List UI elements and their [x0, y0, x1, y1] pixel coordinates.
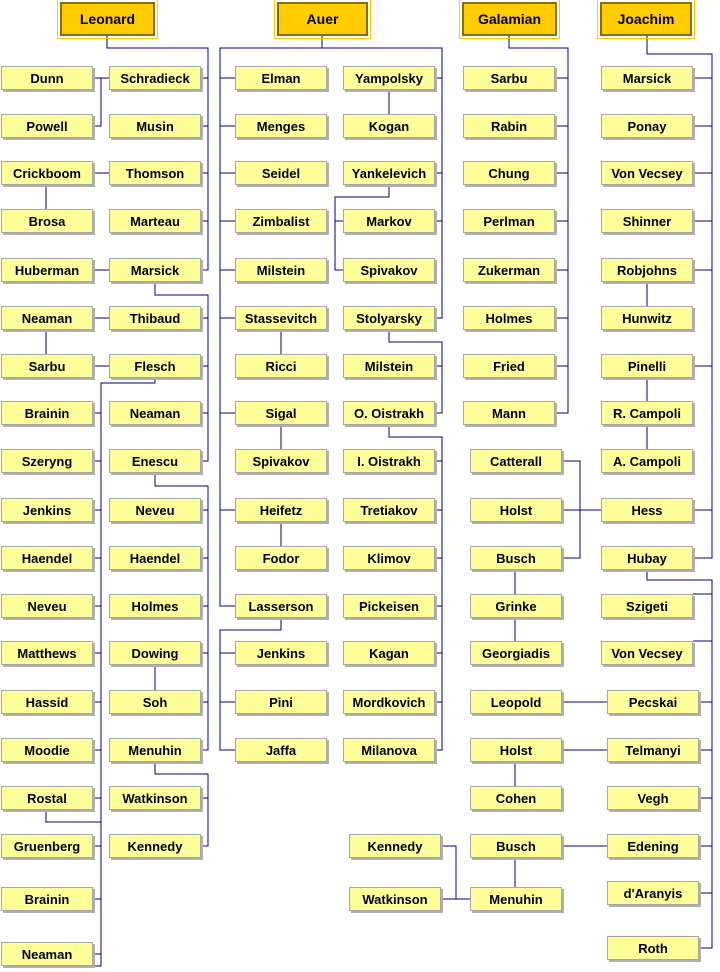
person-node-auer-l-3[interactable]: Zimbalist [235, 209, 327, 233]
person-node-galamian-0[interactable]: Sarbu [463, 66, 555, 90]
person-node-leonard-r-0[interactable]: Schradieck [109, 66, 201, 90]
person-node-leonard-l-4[interactable]: Huberman [1, 258, 93, 282]
person-node-galamian-lower-5[interactable]: Leopold [470, 690, 562, 714]
person-node-leonard-r-11[interactable]: Holmes [109, 594, 201, 618]
person-node-galamian-3[interactable]: Perlman [463, 209, 555, 233]
person-node-leonard-l-6[interactable]: Sarbu [1, 354, 93, 378]
person-node-leonard-r-3[interactable]: Marteau [109, 209, 201, 233]
person-node-joachim-18[interactable]: Roth [607, 936, 699, 960]
person-node-leonard-r-5[interactable]: Thibaud [109, 306, 201, 330]
person-node-galamian-lower-7[interactable]: Cohen [470, 786, 562, 810]
person-node-joachim-16[interactable]: Edening [607, 834, 699, 858]
person-node-auer-l-8[interactable]: Spivakov [235, 449, 327, 473]
person-node-galamian-lower-0[interactable]: Catterall [470, 449, 562, 473]
person-node-leonard-l-10[interactable]: Haendel [1, 546, 93, 570]
root-galamian[interactable]: Galamian [462, 2, 557, 36]
person-node-leonard-r-9[interactable]: Neveu [109, 498, 201, 522]
person-node-joachim-1[interactable]: Ponay [601, 114, 693, 138]
root-joachim[interactable]: Joachim [600, 2, 692, 36]
person-node-leonard-l-5[interactable]: Neaman [1, 306, 93, 330]
person-node-leonard-r-16[interactable]: Kennedy [109, 834, 201, 858]
person-node-joachim-15[interactable]: Vegh [607, 786, 699, 810]
person-node-auer-r-10[interactable]: Klimov [343, 546, 435, 570]
person-node-joachim-10[interactable]: Hubay [601, 546, 693, 570]
person-node-galamian-4[interactable]: Zukerman [463, 258, 555, 282]
person-node-auer-l-6[interactable]: Ricci [235, 354, 327, 378]
person-node-leonard-r-7[interactable]: Neaman [109, 401, 201, 425]
person-node-auer-r-8[interactable]: I. Oistrakh [343, 449, 435, 473]
person-node-auer-l-7[interactable]: Sigal [235, 401, 327, 425]
person-node-galamian-lower-9[interactable]: Busch [470, 834, 562, 858]
person-node-leonard-r-15[interactable]: Watkinson [109, 786, 201, 810]
person-node-joachim-17[interactable]: d'Aranyis [607, 881, 699, 905]
person-node-galamian-lower-10[interactable]: Watkinson [349, 887, 441, 911]
person-node-joachim-6[interactable]: Pinelli [601, 354, 693, 378]
person-node-leonard-r-2[interactable]: Thomson [109, 161, 201, 185]
person-node-joachim-0[interactable]: Marsick [601, 66, 693, 90]
person-node-auer-r-14[interactable]: Milanova [343, 738, 435, 762]
person-node-leonard-l-16[interactable]: Gruenberg [1, 834, 93, 858]
person-node-auer-l-9[interactable]: Heifetz [235, 498, 327, 522]
person-node-leonard-r-6[interactable]: Flesch [109, 354, 201, 378]
person-node-auer-l-14[interactable]: Jaffa [235, 738, 327, 762]
person-node-auer-l-2[interactable]: Seidel [235, 161, 327, 185]
person-node-joachim-12[interactable]: Von Vecsey [601, 641, 693, 665]
person-node-joachim-2[interactable]: Von Vecsey [601, 161, 693, 185]
person-node-leonard-r-12[interactable]: Dowing [109, 641, 201, 665]
person-node-joachim-4[interactable]: Robjohns [601, 258, 693, 282]
person-node-auer-r-3[interactable]: Markov [343, 209, 435, 233]
person-node-auer-r-5[interactable]: Stolyarsky [343, 306, 435, 330]
person-node-auer-r-2[interactable]: Yankelevich [343, 161, 435, 185]
connector-line-68 [220, 618, 281, 750]
person-node-galamian-1[interactable]: Rabin [463, 114, 555, 138]
person-node-auer-l-0[interactable]: Elman [235, 66, 327, 90]
person-node-leonard-l-17[interactable]: Brainin [1, 887, 93, 911]
person-node-auer-r-13[interactable]: Mordkovich [343, 690, 435, 714]
root-leonard[interactable]: Leonard [60, 2, 155, 36]
person-node-auer-r-4[interactable]: Spivakov [343, 258, 435, 282]
person-node-galamian-lower-11[interactable]: Menuhin [470, 887, 562, 911]
person-node-leonard-l-8[interactable]: Szeryng [1, 449, 93, 473]
person-node-joachim-3[interactable]: Shinner [601, 209, 693, 233]
person-node-auer-l-10[interactable]: Fodor [235, 546, 327, 570]
person-node-galamian-lower-2[interactable]: Busch [470, 546, 562, 570]
person-node-leonard-r-8[interactable]: Enescu [109, 449, 201, 473]
person-node-auer-r-1[interactable]: Kogan [343, 114, 435, 138]
person-node-auer-r-12[interactable]: Kagan [343, 641, 435, 665]
person-node-auer-l-4[interactable]: Milstein [235, 258, 327, 282]
person-node-auer-l-13[interactable]: Pini [235, 690, 327, 714]
person-node-auer-l-11[interactable]: Lasserson [235, 594, 327, 618]
person-node-leonard-l-9[interactable]: Jenkins [1, 498, 93, 522]
person-node-leonard-r-10[interactable]: Haendel [109, 546, 201, 570]
connector-line-37 [46, 810, 101, 954]
person-node-joachim-11[interactable]: Szigeti [601, 594, 693, 618]
person-node-auer-r-6[interactable]: Milstein [343, 354, 435, 378]
root-auer[interactable]: Auer [277, 2, 368, 36]
person-node-joachim-13[interactable]: Pecskai [607, 690, 699, 714]
connector-line-88 [441, 846, 470, 899]
person-node-joachim-7[interactable]: R. Campoli [601, 401, 693, 425]
person-node-galamian-6[interactable]: Fried [463, 354, 555, 378]
person-node-leonard-l-18[interactable]: Neaman [1, 942, 93, 966]
person-node-auer-r-9[interactable]: Tretiakov [343, 498, 435, 522]
person-node-galamian-2[interactable]: Chung [463, 161, 555, 185]
person-node-galamian-lower-4[interactable]: Georgiadis [470, 641, 562, 665]
person-node-galamian-lower-6[interactable]: Holst [470, 738, 562, 762]
person-node-leonard-l-0[interactable]: Dunn [1, 66, 93, 90]
person-node-auer-l-5[interactable]: Stassevitch [235, 306, 327, 330]
person-node-leonard-l-13[interactable]: Hassid [1, 690, 93, 714]
person-node-leonard-r-14[interactable]: Menuhin [109, 738, 201, 762]
person-node-joachim-5[interactable]: Hunwitz [601, 306, 693, 330]
person-node-leonard-l-11[interactable]: Neveu [1, 594, 93, 618]
person-node-galamian-lower-3[interactable]: Grinke [470, 594, 562, 618]
connector-line-21 [93, 78, 101, 126]
person-node-auer-l-12[interactable]: Jenkins [235, 641, 327, 665]
person-node-leonard-l-3[interactable]: Brosa [1, 209, 93, 233]
person-node-joachim-14[interactable]: Telmanyi [607, 738, 699, 762]
person-node-auer-l-1[interactable]: Menges [235, 114, 327, 138]
person-node-leonard-r-1[interactable]: Musin [109, 114, 201, 138]
person-node-auer-r-7[interactable]: O. Oistrakh [343, 401, 435, 425]
person-node-joachim-9[interactable]: Hess [601, 498, 693, 522]
person-node-leonard-l-15[interactable]: Rostal [1, 786, 93, 810]
person-node-leonard-l-7[interactable]: Brainin [1, 401, 93, 425]
person-node-auer-r-11[interactable]: Pickeisen [343, 594, 435, 618]
person-node-galamian-lower-1[interactable]: Holst [470, 498, 562, 522]
person-node-galamian-7[interactable]: Mann [463, 401, 555, 425]
person-node-leonard-r-13[interactable]: Soh [109, 690, 201, 714]
person-node-galamian-5[interactable]: Holmes [463, 306, 555, 330]
person-node-leonard-l-14[interactable]: Moodie [1, 738, 93, 762]
person-node-leonard-l-12[interactable]: Matthews [1, 641, 93, 665]
person-node-galamian-lower-8[interactable]: Kennedy [349, 834, 441, 858]
person-node-leonard-l-2[interactable]: Crickboom [1, 161, 93, 185]
person-node-leonard-r-4[interactable]: Marsick [109, 258, 201, 282]
person-node-leonard-l-1[interactable]: Powell [1, 114, 93, 138]
person-node-auer-r-0[interactable]: Yampolsky [343, 66, 435, 90]
person-node-joachim-8[interactable]: A. Campoli [601, 449, 693, 473]
